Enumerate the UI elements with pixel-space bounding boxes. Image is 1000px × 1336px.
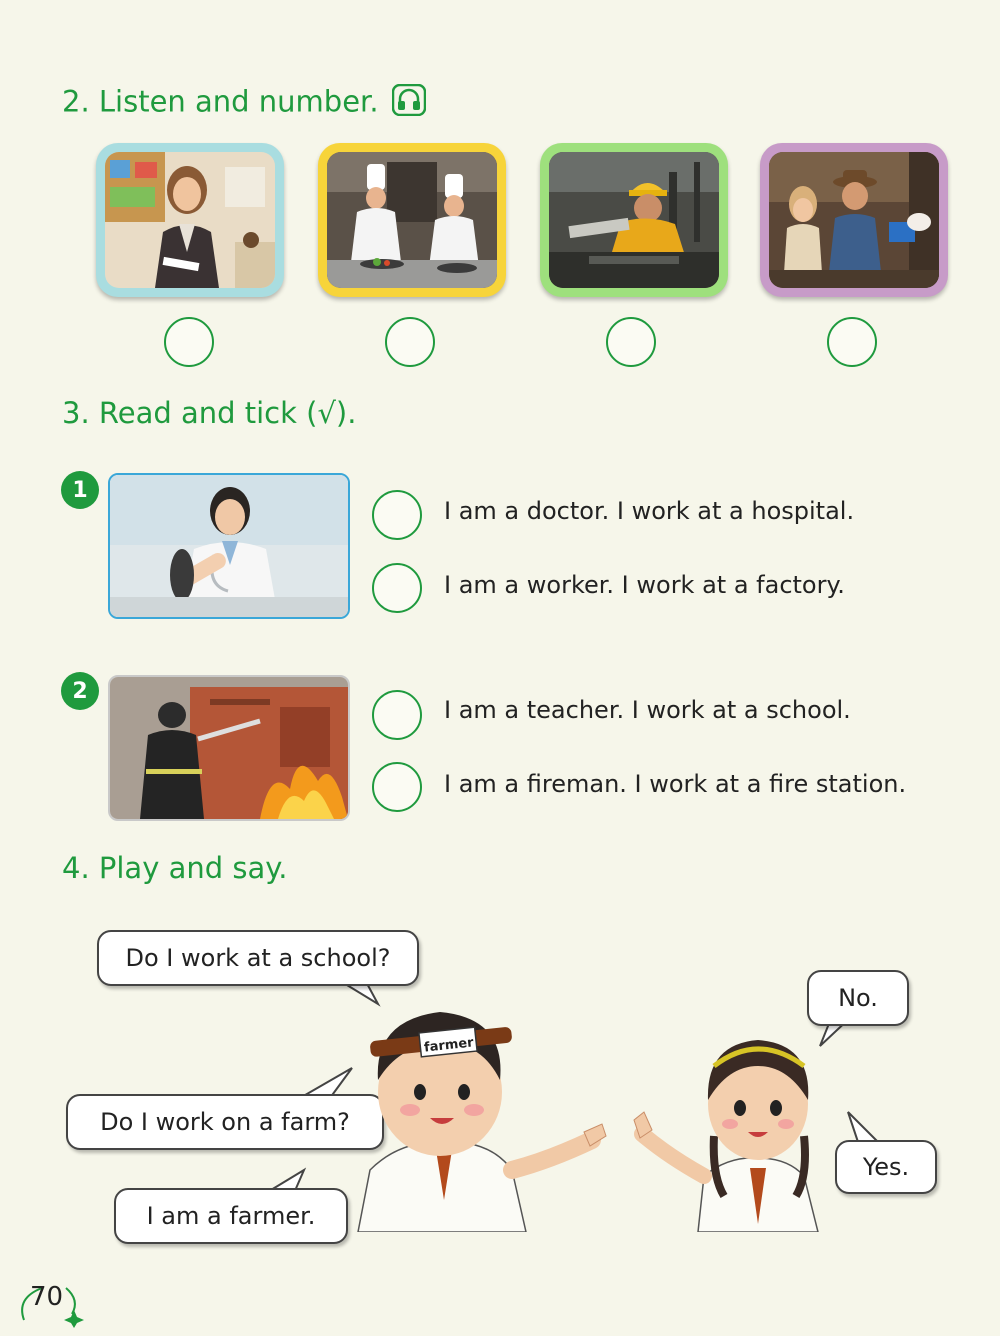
item-badge-1: 1 <box>61 471 99 509</box>
headband-label: farmer <box>423 1035 475 1056</box>
boy-illustration <box>340 1000 620 1232</box>
speech-bubble-farm: Do I work on a farm? <box>66 1094 384 1150</box>
speech-bubble-no: No. <box>807 970 909 1026</box>
sentence-1b: I am a worker. I work at a factory. <box>444 571 845 599</box>
section-4-heading: 4. Play and say. <box>62 851 288 885</box>
section-3-heading: 3. Read and tick (√). <box>62 396 357 430</box>
sentence-2b: I am a fireman. I work at a fire station. <box>444 770 907 798</box>
section-2-title: 2. Listen and number. <box>62 84 379 119</box>
speech-bubble-farmer: I am a farmer. <box>114 1188 348 1244</box>
item-badge-2: 2 <box>61 672 99 710</box>
sentence-1a: I am a doctor. I work at a hospital. <box>444 497 855 525</box>
sentence-2a: I am a teacher. I work at a school. <box>444 696 851 724</box>
girl-illustration <box>628 1026 838 1232</box>
page-number: 70 <box>30 1282 64 1312</box>
page-number-badge <box>14 1280 84 1328</box>
speech-bubble-yes: Yes. <box>835 1140 937 1194</box>
speech-bubble-school: Do I work at a school? <box>97 930 419 986</box>
